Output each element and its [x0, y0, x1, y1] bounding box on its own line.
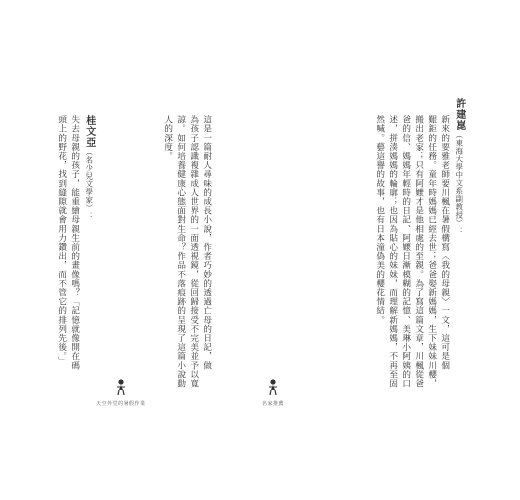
- right-folio-title: 名家推薦: [262, 401, 285, 407]
- reviewer-line-2: 艱鉅的任務。童年時媽媽已經去世；爸爸娶新媽媽，生下妹妹川櫻，: [426, 115, 437, 388]
- reviewer-name: 桂文亞: [83, 115, 95, 148]
- article-line-2: 為孩子認識複雜成人世界的一面透視鏡，從回歸接受不完美並予以寬: [188, 115, 199, 388]
- right-folio: [262, 378, 284, 407]
- article-line-4: 人的深度。: [162, 115, 173, 161]
- reviewer-line-4: 爸的信、媽媽年輕時的日記、阿嬤日漸模糊的記憶、美琳小阿姨的口: [400, 115, 411, 388]
- reviewer-line-5: 述，拼湊媽媽的輪廓；也因為貼心的妹妹，而理解新媽媽，不再至固: [387, 115, 398, 388]
- reviewer-block-gui: [82, 115, 95, 220]
- reading-child-icon: [114, 378, 128, 398]
- reviewer-affiliation: （名少兒文學家）：: [84, 148, 94, 220]
- reading-child-icon: [266, 378, 280, 398]
- reviewer-line-2: 頭上的野花，找到縫隙就會用力鑽出，而不管它的排列先後。」: [56, 115, 67, 366]
- right-page: [260, 0, 520, 500]
- article-line-1: 這是一篇耐人尋味的成長小說，作者巧妙的透過亡母的日記，做: [201, 115, 212, 370]
- reviewer-line-1: 新來的要雅老師要川楓在暑假構寫〈我的母親〉一文，這可是個: [439, 115, 450, 370]
- reviewer-name: 許建崑: [453, 98, 465, 131]
- left-folio-title: 天空外堂的暑假作業: [96, 401, 146, 407]
- reviewer-line-1: 失去母親的孩子，能重繪母親生前的畫像嗎？「記憶就像開在碼: [69, 115, 80, 370]
- article-line-3: 諒。如何培養健康心態面對生命？作品不落痕跡的呈現了這篇小說動: [175, 115, 186, 388]
- reviewer-line-6: 然喊。藝這譽的故事，也有日本潼偽美的櫻花情結。: [374, 115, 385, 325]
- left-folio: [96, 378, 146, 407]
- reviewer-block-xu: [452, 98, 465, 235]
- reviewer-affiliation: （東海大學中文系副教授）：: [454, 131, 464, 235]
- reviewer-line-3: 搬出老家；只有阿嬤才是他相處的至親。為了寫這篇文章，川楓從爸: [413, 115, 424, 388]
